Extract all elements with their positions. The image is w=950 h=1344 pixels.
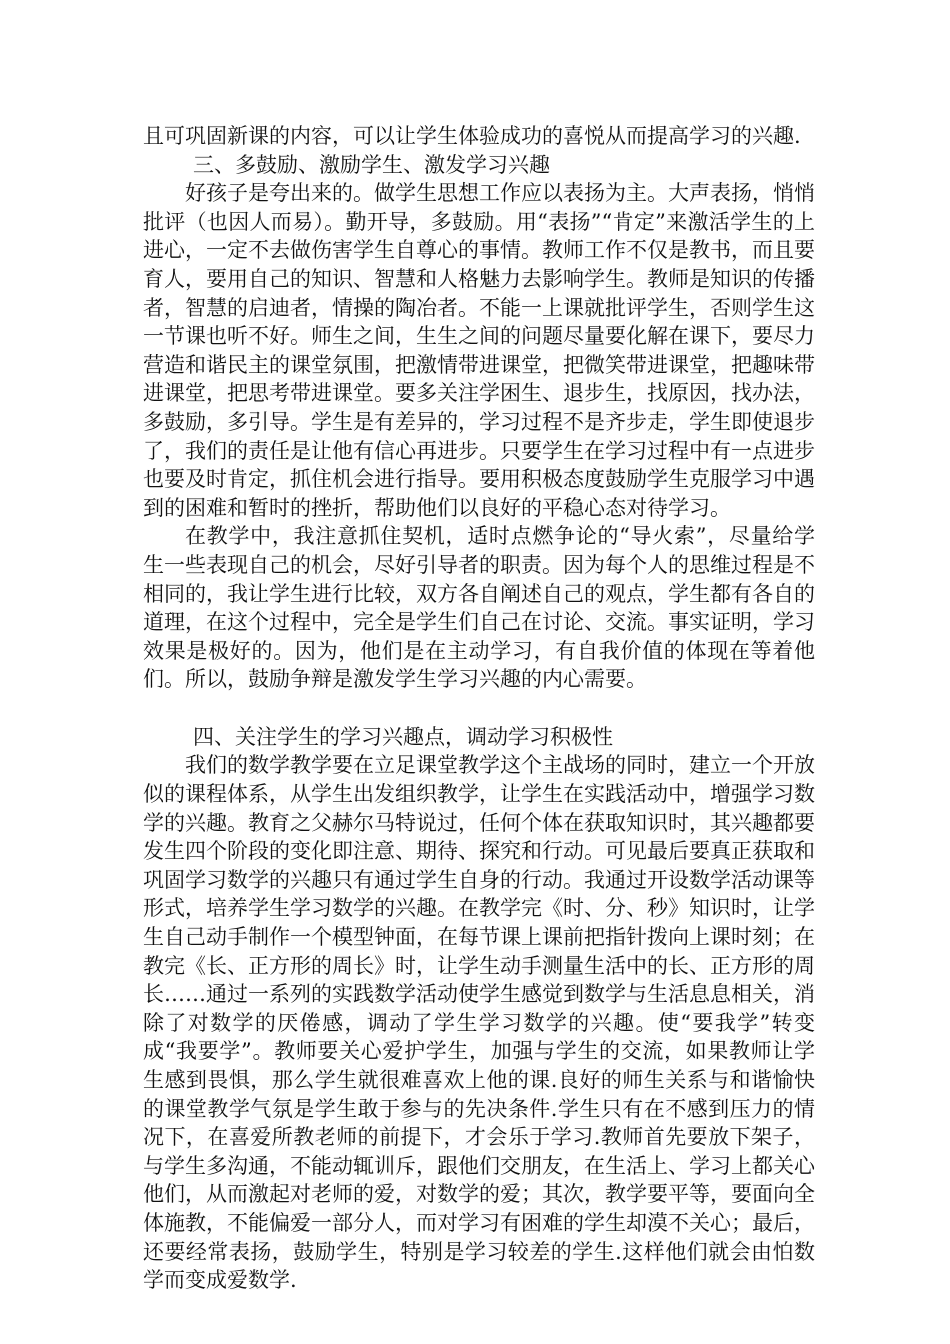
document-page <box>143 122 815 1295</box>
section-heading-3: 三、多鼓励、激励学生、激发学习兴趣 <box>193 152 550 177</box>
paragraph-gap <box>143 694 815 723</box>
section-heading-4: 四、关注学生的学习兴趣点，调动学习积极性 <box>193 724 613 749</box>
paragraph-interest: 我们的数学教学要在立足课堂教学这个主战场的同时，建立一个开放似的课程体系，从学生出发组织教学，让学生在实践活动中，增强学习数学的兴趣。教育之父赫尔马特说过，任何个体在获取知识时，其兴趣都要发生四个阶段的变化即注意、期待、探究和行动。可见最后要真正获取和巩固学习数学的兴趣只有通过学生自身的行动。我通过开设数学活动课等形式，培养学生学习数学的兴趣。在教学完《时、分、秒》知识时，让学生自己动手制作一个模型钟面，在每节课上课前把指针拨向上课时刻；在教完《长、正方形的周长》时，让学生动手测量生活中的长、正方形的周长……通过一系列的实践数学活动使学生感觉到数学与生活息息相关，消除了对数学的厌倦感，调动了学生学习数学的兴趣。使“要我学”转变成“我要学”。教师要关心爱护学生，加强与学生的交流，如果教师让学生感到畏惧，那么学生就很难喜欢上他的课.良好的师生关系与和谐愉快的课堂教学气氛是学生敢于参与的先决条件.学生只有在不感到压力的情况下，在喜爱所教老师的前提下，才会乐于学习.教师首先要放下架子，与学生多沟通，不能动辄训斥，跟他们交朋友，在生活上、学习上都关心他们，从而激起对老师的爱，对数学的爱；其次，教学要平等，要面向全体施教，不能偏爱一部分人，而对学习有困难的学生却漠不关心；最后，还要经常表扬，鼓励学生，特别是学习较差的学生.这样他们就会由怕数学而变成爱数学. <box>143 753 815 1293</box>
paragraph-encouragement: 好孩子是夸出来的。做学生思想工作应以表扬为主。大声表扬，悄悄批评（也因人而易）。勤开导，多鼓励。用“表扬”“肯定”来激活学生的上进心，一定不去做伤害学生自尊心的事情。教师工作不仅是教书，而且要育人，要用自己的知识、智慧和人格魅力去影响学生。教师是知识的传播者，智慧的启迪者，情操的陶冶者。不能一上课就批评学生，否则学生这一节课也听不好。师生之间，生生之间的问题尽量要化解在课下，要尽力营造和谐民主的课堂氛围，把激情带进课堂，把微笑带进课堂，把趣味带进课堂，把思考带进课堂。要多关注学困生、退步生，找原因，找办法，多鼓励，多引导。学生是有差异的，学习过程不是齐步走，学生即使退步了，我们的责任是让他有信心再进步。只要学生在学习过程中有一点进步也要及时肯定，抓住机会进行指导。要用积极态度鼓励学生克服学习中遇到的困难和暂时的挫折，帮助他们以良好的平稳心态对待学习。 <box>143 181 815 520</box>
paragraph-continuation: 且可巩固新课的内容，可以让学生体验成功的喜悦从而提高学习的兴趣. <box>143 124 801 148</box>
paragraph-debate: 在教学中，我注意抓住契机，适时点燃争论的“导火索”，尽量给学生一些表现自己的机会，尽好引导者的职责。因为每个人的思维过程是不相同的，我让学生进行比较，双方各自阐述自己的观点，学生都有各自的道理，在这个过程中，完全是学生们自己在讨论、交流。事实证明，学习效果是极好的。因为，他们是在主动学习，有自我价值的体现在等着他们。所以，鼓励争辩是激发学生学习兴趣的内心需要。 <box>143 524 815 692</box>
